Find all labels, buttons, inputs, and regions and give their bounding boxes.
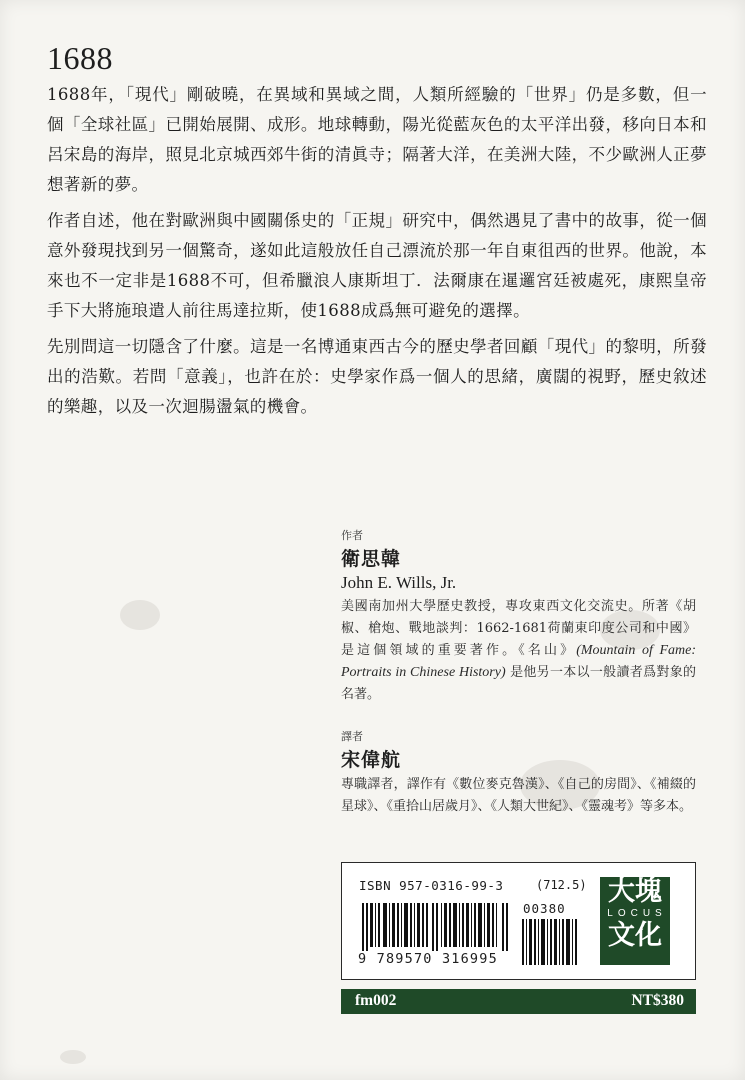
blurb — [47, 80, 707, 428]
barcode-panel — [341, 862, 696, 980]
publisher-logo-top: 大塊 — [608, 876, 662, 907]
author-bio-text: 美國南加州大學歷史教授，專攻東西文化交流史。所著《胡椒、槍炮、戰地談判：1662-1681荷蘭東印度公司和中國》是這個領域的重要著作。《名山》 — [341, 599, 696, 658]
translator-bio: 專職譯者，譯作有《數位麥克魯漢》、《自己的房間》、《補綴的星球》、《重拾山居歲月》、《人類大世紀》、《靈魂考》等多本。 — [341, 777, 696, 814]
ean-digits: 9 789570 316995 — [358, 951, 498, 967]
paper-stain — [60, 1050, 86, 1064]
blurb-paragraph: 1688年，「現代」剛破曉，在異域和異域之間，人類所經驗的「世界」仍是多數，但一個「全球社區」已開始展開、成形。地球轉動，陽光從藍灰色的太平洋出發，移向日本和呂宋島的海岸，照見北京城西郊牛街的清眞寺；隔著大洋，在美洲大陸，不少歐洲人正夢想著新的夢。 — [47, 85, 707, 194]
translator-name: 宋偉航 — [341, 749, 402, 771]
series-code: fm002 — [355, 992, 397, 1009]
book-title: 1688 — [47, 40, 113, 76]
publisher-logo-middle: LOCUS — [607, 908, 667, 919]
ean-barcode — [362, 903, 512, 951]
author-bio — [341, 596, 696, 706]
paper-stain — [120, 600, 160, 630]
price-label: NT$380 — [631, 992, 684, 1009]
isbn-label: ISBN 957-0316-99-3 — [359, 878, 504, 893]
price-bar — [341, 989, 696, 1014]
author-role: 作者 — [341, 529, 363, 542]
blurb-paragraph: 作者自述，他在對歐洲與中國關係史的「正規」研究中，偶然遇見了書中的故事，從一個意外發現找到另一個驚奇，遂如此這般放任自己漂流於那一年自東徂西的世界。他說，本來也不一定非是1688不可，但希臘浪人康斯坦丁．法爾康在暹邏宮廷被處死，康熙皇帝手下大將施琅遣人前往馬達拉斯，使1688成爲無可避免的選擇。 — [47, 211, 707, 320]
translator-section — [341, 728, 696, 818]
author-bio-english-title: (Mountain of Fame: Portraits in Chinese History) — [341, 643, 696, 680]
author-bio-text-end: 是他另一本以一般讀者爲對象的名著。 — [341, 665, 696, 702]
classification-number: (712.5) — [536, 878, 587, 892]
price-addon-code: 00380 — [523, 901, 566, 916]
publisher-logo-bottom: 文化 — [608, 920, 662, 951]
price-addon-barcode — [522, 919, 578, 965]
translator-role: 譯者 — [341, 730, 363, 743]
author-english-name: John E. Wills, Jr. — [341, 573, 457, 592]
blurb-paragraph: 先別問這一切隱含了什麼。這是一名博通東西古今的歷史學者回顧「現代」的黎明，所發出的浩歎。若問「意義」，也許在於：史學家作爲一個人的思緒，廣闊的視野，歷史敘述的樂趣，以及一次迴腸盪氣的機會。 — [47, 337, 707, 416]
publisher-logo — [600, 877, 670, 965]
author-section — [341, 527, 696, 706]
author-name: 衛思韓 — [341, 548, 402, 570]
